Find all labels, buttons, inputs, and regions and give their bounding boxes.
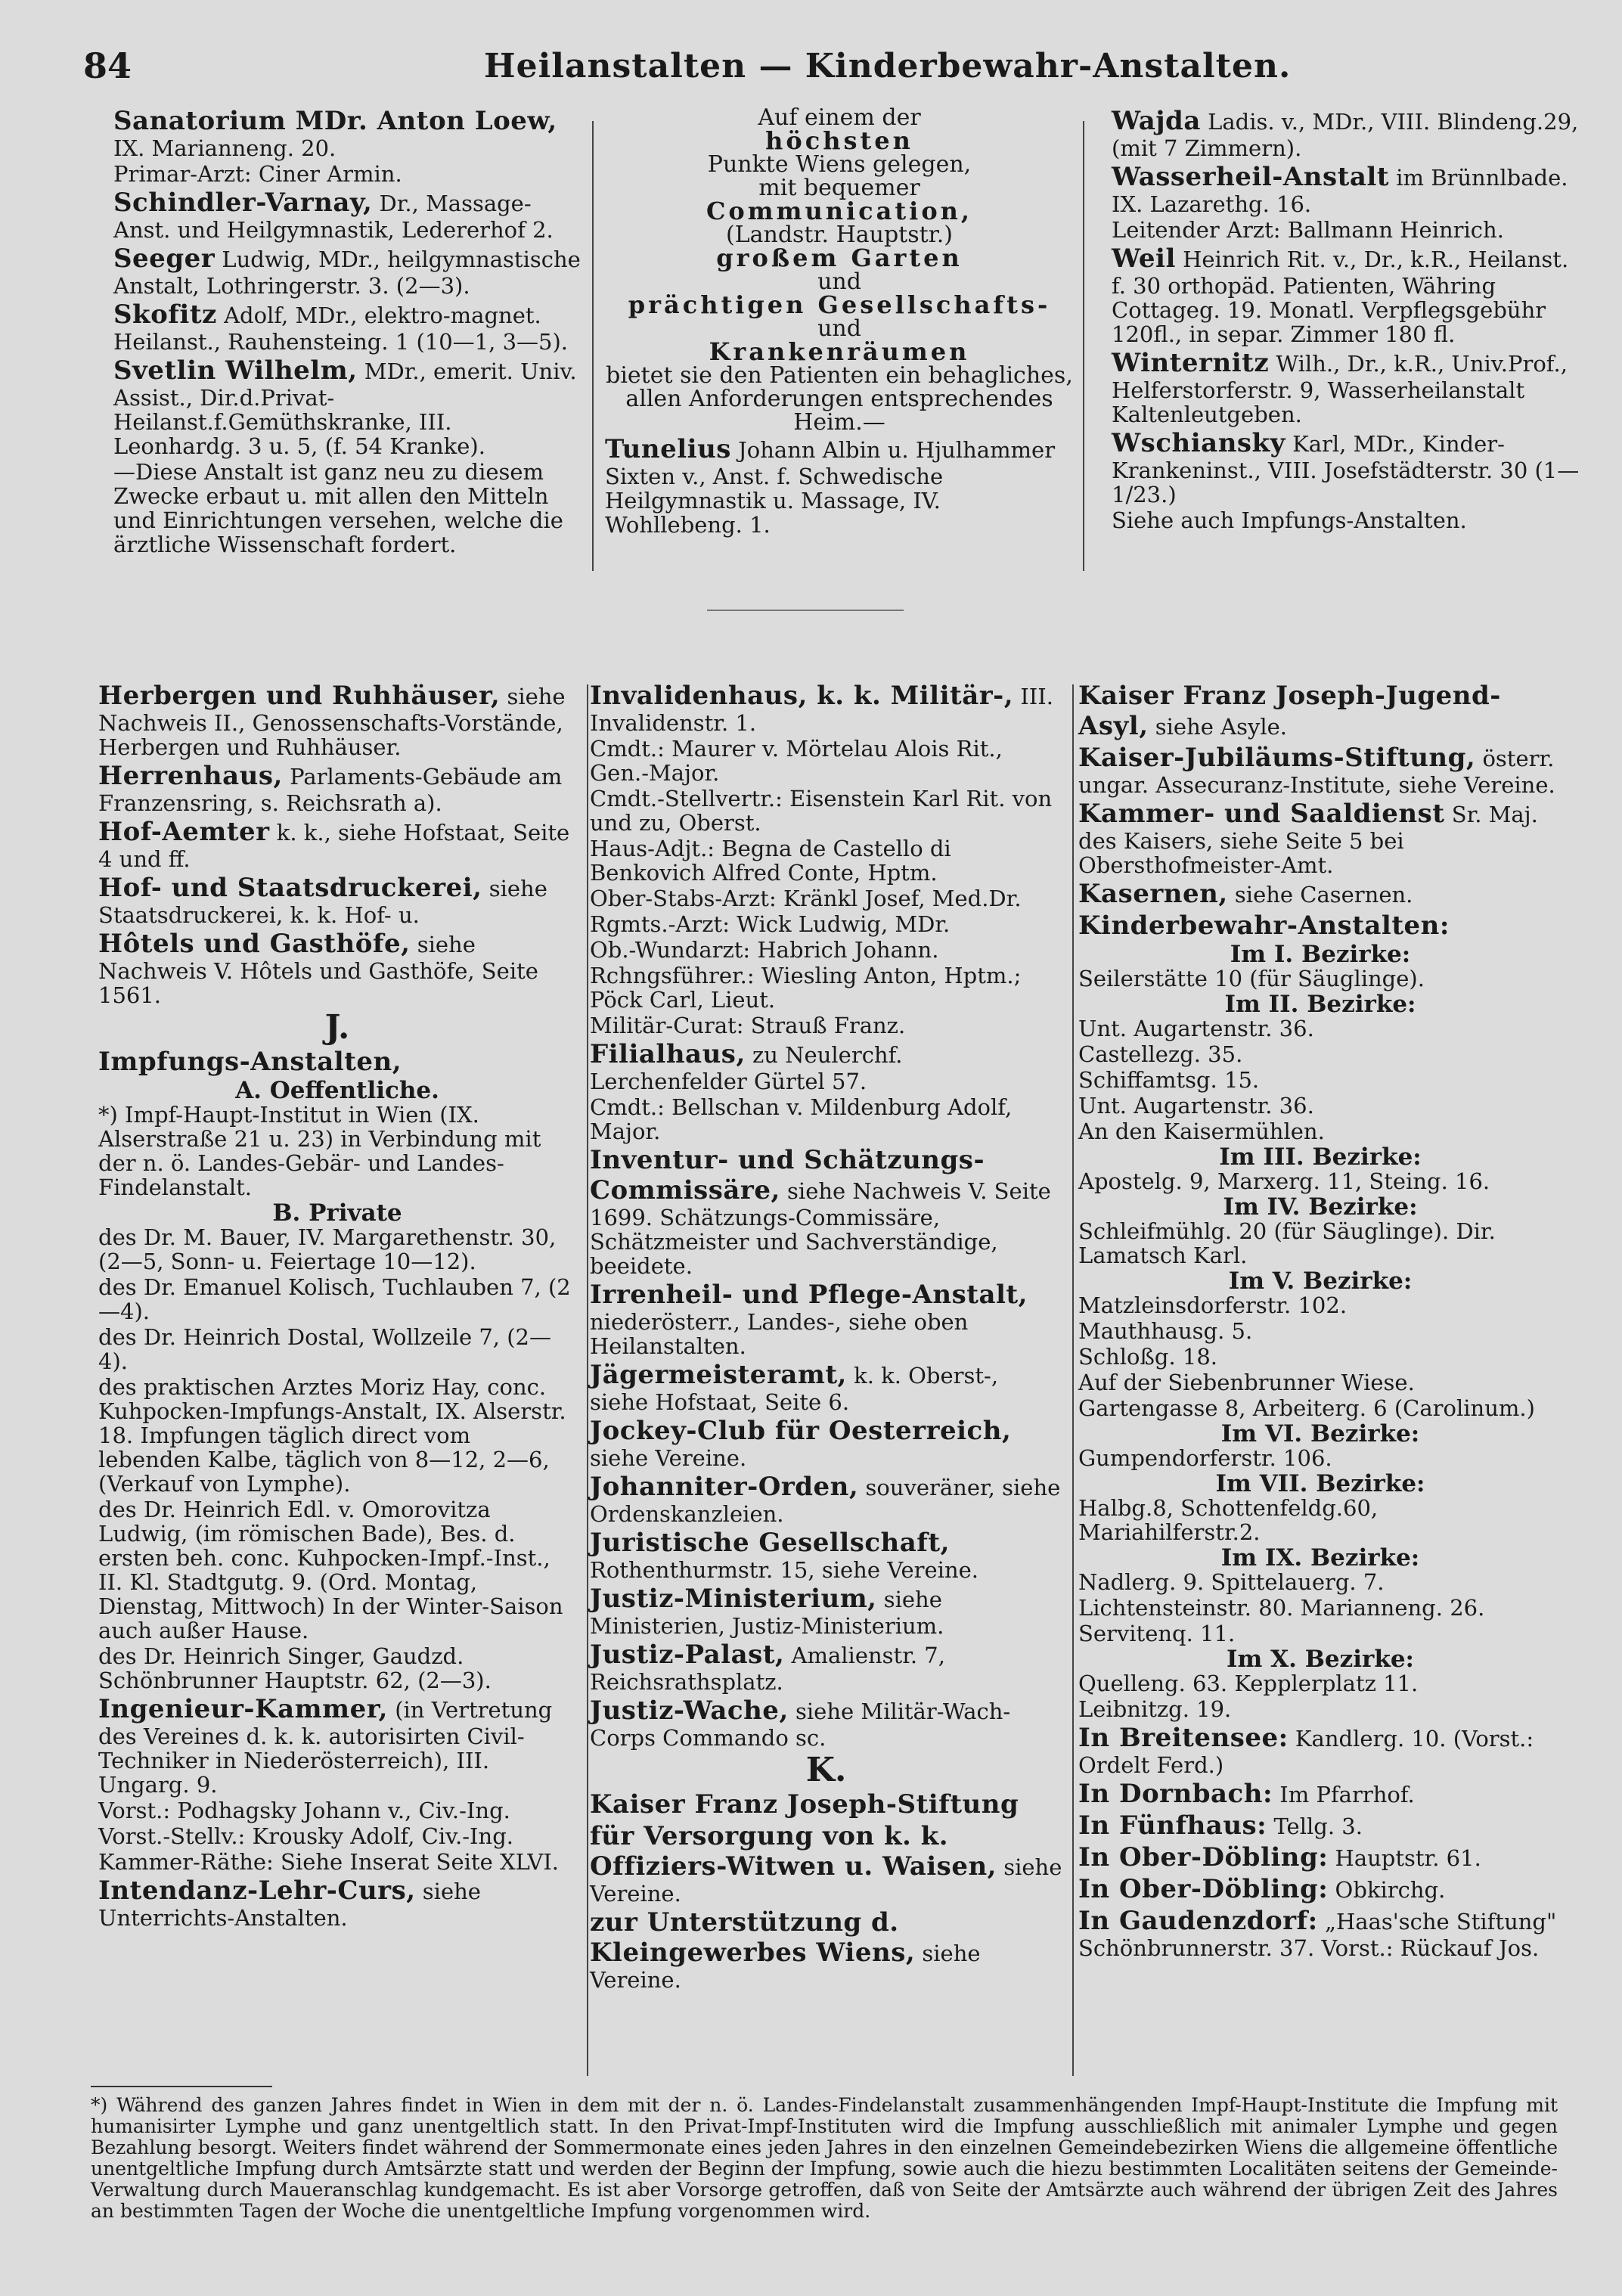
subheading: B. Private	[272, 1199, 402, 1227]
entry-text: Johann Albin u. Hjulhammer Sixten v., Anst. f. Schwedische Heilgymnastik u. Massage, IV. Wohllebeng. 1.	[605, 437, 1056, 538]
directory-entry	[1078, 1810, 1562, 1841]
entry-text: Ober-Stabs-Arzt: Kränkl Josef, Med.Dr.	[590, 886, 1022, 911]
entry-text: souveräner, siehe Ordenskanzleien.	[590, 1475, 1061, 1527]
subheading: Im VII. Bezirke:	[1215, 1470, 1425, 1497]
entry-text: Rchngsführer.: Wiesling Anton, Hptm.; Pöck Carl, Lieut.	[590, 963, 1022, 1013]
entry-text: Vorst.: Podhagsky Johann v., Civ.-Ing.	[98, 1798, 510, 1823]
directory-entry	[1078, 1723, 1562, 1777]
directory-entry	[590, 1696, 1062, 1750]
directory-entry	[1078, 1370, 1562, 1395]
entry-text: Ludwig, MDr., heilgymnastische Anstalt, Lothringerstr. 3. (2—3).	[113, 247, 581, 299]
directory-entry	[1078, 1446, 1562, 1470]
directory-entry	[1078, 1842, 1562, 1872]
entry-heading: Jägermeisteramt,	[590, 1360, 847, 1390]
directory-entry	[1078, 1042, 1562, 1066]
entry-text: „Haas'sche Stiftung" Schönbrunnerstr. 37. Vorst.: Rückauf Jos.	[1078, 1909, 1557, 1961]
advertisement-line: Krankenräumen	[709, 337, 970, 366]
entry-text: Castellezg. 35.	[1078, 1041, 1243, 1067]
entry-text: Cmdt.: Bellschan v. Mildenburg Adolf, Major.	[590, 1094, 1013, 1144]
entry-text: Haus-Adjt.: Begna de Castello di Benkovich Alfred Conte, Hptm.	[590, 836, 951, 886]
subheading: Im IX. Bezirke:	[1220, 1544, 1420, 1572]
entry-text: siehe Nachweis V. Hôtels und Gasthöfe, Seite 1561.	[98, 932, 538, 1008]
entry-text: siehe Vereine.	[590, 1445, 747, 1471]
advertisement-line: Communication,	[706, 197, 973, 225]
entry-text: Seilerstätte 10 (für Säuglinge).	[1078, 966, 1425, 991]
directory-entry	[1112, 244, 1580, 346]
entry-text: Halbg.8, Schottenfeldg.60, Mariahilferstr.2.	[1078, 1495, 1379, 1545]
directory-entry	[590, 1095, 1062, 1143]
advertisement-line: mit bequemer	[758, 175, 920, 201]
directory-entry	[113, 299, 582, 354]
entry-text: k. k. Oberst-, siehe Hofstaat, Seite 6.	[590, 1363, 999, 1415]
entry-heading: Winternitz	[1112, 348, 1270, 378]
directory-entry	[98, 1850, 576, 1874]
directory-entry	[1078, 1169, 1562, 1193]
entry-text: Heinrich Rit. v., Dr., k.R., Heilanst. f. 30 orthopäd. Patienten, Währing Cottageg. 19. Monatl. Verpflegsgebühr 120fl., in separ. Zimmer 180 fl.	[1112, 247, 1569, 347]
entry-text: Obkirchg.	[1335, 1877, 1446, 1903]
entry-text: Primar-Arzt: Ciner Armin.	[113, 161, 402, 187]
directory-entry	[590, 1039, 1062, 1094]
entry-text: des Dr. Heinrich Edl. v. Omorovitza Ludwig, (im römischen Bade), Bes. d. ersten beh. conc. Kuhpocken-Impf.-Inst., II. Kl. Stadtgutg. 9. (Ord. Montag, Dienstag, Mittwoch) In der Winter-Saison auch außer Hause.	[98, 1497, 563, 1643]
entry-heading: Justiz-Wache,	[590, 1696, 789, 1726]
entry-heading: Juristische Gesellschaft,	[590, 1528, 950, 1558]
entry-heading: Herbergen und Ruhhäuser,	[98, 681, 501, 711]
directory-entry	[98, 1824, 576, 1848]
advertisement-line: Punkte Wiens gelegen,	[707, 151, 972, 178]
directory-entry	[590, 886, 1062, 911]
directory-entry	[113, 106, 582, 160]
entry-heading: Schindler-Varnay,	[113, 188, 373, 218]
section-separator	[707, 610, 904, 611]
entry-text: Wilh., Dr., k.R., Univ.Prof., Helferstorferstr. 9, Wasserheilanstalt Kaltenleutgeben.	[1112, 351, 1568, 427]
directory-entry	[1078, 1293, 1562, 1317]
directory-entry	[590, 787, 1062, 835]
directory-entry	[98, 929, 576, 1007]
footnote: *) Während des ganzen Jahres findet in Wien in dem mit der n. ö. Landes-Findelanstalt zusammenhängenden Impf-Haupt-Institute die Impfung mit humanisirter Lymphe und ganz unentgeltlich statt. In den Privat-Impf-Instituten wird die Impfung ausschließlich mit animaler Lymphe und gegen Bezahlung besorgt. Weiters findet während der Sommermonate eines jeden Jahres in den einzelnen Gemeindebezirken Wiens die allgemeine öffentliche unentgeltliche Impfung durch Amtsärzte statt und werden der Beginn der Impfung, sowie auch die hiezu bestimmten Localitäten seitens der Gemeinde-Verwaltung durch Maueranschlag kundgemacht. Es ist aber Vorsorge getroffen, daß von Seite der Amtsärzte auch während der übrigen Zeit des Jahres an bestimmten Tagen der Woche die unentgeltliche Impfung vorgenommen wird.	[91, 2094, 1558, 2222]
entry-text: Rgmts.-Arzt: Wick Ludwig, MDr.	[590, 911, 951, 937]
entry-heading: In Ober-Döbling:	[1078, 1842, 1329, 1872]
directory-entry	[590, 1013, 1062, 1038]
entry-heading: Skofitz	[113, 299, 217, 330]
directory-entry	[590, 1145, 1062, 1278]
directory-entry	[605, 434, 1074, 537]
directory-entry	[590, 1821, 1062, 1906]
directory-entry	[590, 1789, 1062, 1820]
directory-entry	[1078, 1319, 1562, 1343]
entry-text: niederösterr., Landes-, siehe oben Heilanstalten.	[590, 1309, 969, 1359]
directory-entry	[98, 1644, 576, 1693]
entry-text: zu Neulerchf. Lerchenfelder Gürtel 57.	[590, 1042, 903, 1094]
directory-entry	[113, 355, 582, 458]
entry-text: siehe Staatsdruckerei, k. k. Hof- u.	[98, 876, 547, 928]
entry-heading: In Breitensee:	[1078, 1723, 1289, 1753]
directory-entry	[1078, 681, 1562, 741]
entry-heading: In Dornbach:	[1078, 1779, 1273, 1809]
directory-entry	[98, 1375, 576, 1496]
entry-heading: Hôtels und Gasthöfe,	[98, 929, 411, 959]
directory-entry	[1078, 1570, 1562, 1594]
entry-text: Auf der Siebenbrunner Wiese.	[1078, 1370, 1415, 1395]
subheading: Im V. Bezirke:	[1228, 1267, 1413, 1295]
directory-entry	[98, 817, 576, 871]
entry-heading: Weil	[1112, 244, 1176, 274]
advertisement-line: großem Garten	[716, 244, 963, 272]
entry-text: Nadlerg. 9. Spittelauerg. 7.	[1078, 1569, 1385, 1595]
entry-text: Ladis. v., MDr., VIII. Blindeng.29, (mit 7 Zimmern).	[1112, 109, 1579, 161]
directory-entry	[98, 1275, 576, 1323]
directory-entry	[1078, 1906, 1562, 1960]
directory-entry	[1078, 743, 1562, 797]
entry-heading: Kinderbewahr-Anstalten:	[1078, 911, 1450, 941]
entry-text: Servitenq. 11.	[1078, 1621, 1236, 1646]
directory-entry	[98, 1876, 576, 1930]
entry-text: Schloßg. 18.	[1078, 1344, 1218, 1370]
directory-entry	[590, 1907, 1062, 1992]
advertisement-line: bietet sie den Patienten ein behagliches, allen Anforderungen entsprechendes Heim.—	[606, 362, 1073, 436]
entry-text: Schiffamtsg. 15.	[1078, 1067, 1260, 1093]
entry-text: Hauptstr. 61.	[1335, 1845, 1481, 1871]
directory-entry	[1112, 508, 1580, 532]
entry-text: Gartengasse 8, Arbeiterg. 6 (Carolinum.)	[1078, 1395, 1535, 1421]
main-column-3	[1078, 681, 1562, 1962]
directory-entry	[98, 1047, 576, 1077]
entry-heading: für Versorgung von k. k. Offiziers-Witwen u. Waisen,	[590, 1821, 997, 1882]
directory-entry	[1078, 1016, 1562, 1041]
advertisement	[605, 106, 1074, 434]
entry-text: MDr., emerit. Univ. Assist., Dir.d.Privat-Heilanst.f.Gemüthskranke, III. Leonhardg. 3 u. 5, (f. 54 Kranke).	[113, 358, 577, 459]
entry-text: Unt. Augartenstr. 36.	[1078, 1016, 1314, 1041]
entry-text: Apostelg. 9, Marxerg. 11, Steing. 16.	[1078, 1168, 1490, 1194]
entry-text: Vorst.-Stellv.: Krousky Adolf, Civ.-Ing.	[98, 1823, 513, 1849]
entry-text: siehe Militär-Wach-Corps Commando sc.	[590, 1699, 1011, 1751]
directory-entry	[98, 761, 576, 815]
column-divider	[592, 121, 594, 571]
top-left-column	[113, 106, 582, 558]
entry-text: Unt. Augartenstr. 36.	[1078, 1093, 1314, 1119]
directory-entry	[590, 1640, 1062, 1694]
directory-entry	[98, 1694, 576, 1797]
directory-entry	[1078, 1068, 1562, 1092]
entry-text: siehe Vereine.	[590, 1854, 1062, 1907]
entry-text: des Dr. M. Bauer, IV. Margarethenstr. 30, (2—5, Sonn- u. Feiertage 10—12).	[98, 1224, 557, 1274]
entry-heading: Kammer- und Saaldienst	[1078, 799, 1445, 829]
entry-heading: Kasernen,	[1078, 879, 1228, 909]
entry-heading: Jockey-Club für Oesterreich,	[590, 1416, 1012, 1446]
entry-text: Schleifmühlg. 20 (für Säuglinge). Dir. Lamatsch Karl.	[1078, 1218, 1496, 1268]
column-divider	[1072, 684, 1074, 2076]
main-column-1	[98, 681, 576, 1931]
subheading: Im IV. Bezirke:	[1223, 1193, 1418, 1221]
entry-text: Karl, MDr., Kinder-Krankeninst., VIII. Josefstädterstr. 30 (1—1/23.)	[1112, 431, 1580, 507]
entry-text: Leitender Arzt: Ballmann Heinrich.	[1112, 217, 1504, 243]
entry-text: siehe Casernen.	[1234, 882, 1413, 908]
directory-entry	[1112, 428, 1580, 507]
directory-entry	[590, 1472, 1062, 1526]
page-number: 84	[83, 45, 132, 86]
entry-text: Rothenthurmstr. 15, siehe Vereine.	[590, 1557, 978, 1583]
entry-heading: Intendanz-Lehr-Curs,	[98, 1876, 416, 1906]
directory-entry	[1078, 1779, 1562, 1809]
main-column-2	[590, 681, 1062, 1993]
directory-entry	[1078, 1874, 1562, 1904]
directory-entry	[98, 1798, 576, 1823]
entry-heading: Hof-Aemter	[98, 817, 270, 847]
entry-heading: Impfungs-Anstalten,	[98, 1047, 402, 1077]
entry-heading: Wajda	[1112, 106, 1201, 136]
entry-heading: In Gaudenzdorf:	[1078, 1906, 1318, 1936]
top-middle-column	[605, 106, 1074, 538]
directory-entry	[98, 1225, 576, 1274]
entry-text: (in Vertretung des Vereines d. k. k. autorisirten Civil-Techniker in Niederösterreich), III. Ungarg. 9.	[98, 1697, 553, 1798]
entry-text: im Brünnlbade. IX. Lazarethg. 16.	[1112, 165, 1568, 217]
directory-entry	[1078, 799, 1562, 877]
entry-text: Dr., Massage-Anst. und Heilgymnastik, Ledererhof 2.	[113, 191, 554, 243]
footnote-rule	[91, 2086, 272, 2087]
directory-entry	[98, 1103, 576, 1199]
entry-heading: Ingenieur-Kammer,	[98, 1694, 388, 1724]
entry-text: Leibnitzg. 19.	[1078, 1696, 1232, 1722]
advertisement-line: (Landstr. Hauptstr.)	[726, 222, 953, 248]
entry-text: siehe Unterrichts-Anstalten.	[98, 1879, 481, 1931]
entry-text: Parlaments-Gebäude am Franzensring, s. Reichsrath a).	[98, 764, 563, 816]
directory-entry	[1078, 1697, 1562, 1721]
entry-text: Siehe auch Impfungs-Anstalten.	[1112, 507, 1467, 533]
entry-text: österr. ungar. Assecuranz-Institute, siehe Vereine.	[1078, 746, 1555, 798]
entry-text: siehe Ministerien, Justiz-Ministerium.	[590, 1587, 944, 1639]
entry-text: Ob.-Wundarzt: Habrich Johann.	[590, 937, 939, 963]
directory-entry	[113, 188, 582, 242]
entry-text: siehe Nachweis V. Seite 1699. Schätzungs-Commissäre, Schätzmeister und Sachverständige, beeidete.	[590, 1178, 1051, 1279]
entry-text: Tellg. 3.	[1273, 1814, 1363, 1839]
subheading: Im I. Bezirke:	[1230, 941, 1411, 968]
directory-entry	[590, 1528, 1062, 1582]
entry-text: An den Kaisermühlen.	[1078, 1119, 1325, 1144]
entry-text: *) Impf-Haupt-Institut in Wien (IX. Alserstraße 21 u. 23) in Verbindung mit der n. ö. Landes-Gebär- und Landes-Findelanstalt.	[98, 1102, 541, 1200]
entry-text: IX. Marianneng. 20.	[113, 135, 336, 161]
advertisement-line: Auf einem der	[758, 104, 921, 131]
directory-entry	[1078, 1496, 1562, 1544]
entry-text: des praktischen Arztes Moriz Hay, conc. Kuhpocken-Impfungs-Anstalt, IX. Alserstr. 18. Impfungen täglich direct vom lebenden Kalbe, täglich von 8—12, 2—6, (Verkauf von Lymphe).	[98, 1374, 566, 1497]
subheading: Im II. Bezirke:	[1224, 991, 1416, 1018]
directory-entry	[590, 1360, 1062, 1414]
subheading: Im X. Bezirke:	[1226, 1646, 1414, 1673]
directory-entry	[98, 681, 576, 759]
directory-entry	[1078, 879, 1562, 909]
entry-heading: Sanatorium MDr. Anton Loew,	[113, 106, 557, 136]
directory-entry	[1078, 911, 1562, 941]
advertisement-line: prächtigen Gesellschafts-	[628, 290, 1051, 319]
directory-entry	[590, 737, 1062, 785]
advertisement-line: und	[817, 315, 861, 342]
entry-text: siehe Asyle.	[1155, 714, 1287, 740]
directory-entry	[1078, 1094, 1562, 1118]
entry-text: k. k., siehe Hofstaat, Seite 4 und ff.	[98, 820, 570, 872]
subheading: Im III. Bezirke:	[1219, 1143, 1422, 1171]
entry-heading: Tunelius	[605, 434, 731, 464]
entry-heading: Kaiser Franz Joseph-Jugend-Asyl,	[1078, 681, 1501, 741]
entry-heading: Justiz-Ministerium,	[590, 1584, 877, 1614]
entry-heading: Hof- und Staatsdruckerei,	[98, 873, 482, 903]
directory-entry	[113, 244, 582, 298]
entry-text: Cmdt.: Maurer v. Mörtelau Alois Rit., Gen.-Major.	[590, 736, 1003, 786]
entry-text: Kandlerg. 10. (Vorst.: Ordelt Ferd.)	[1078, 1726, 1534, 1778]
directory-entry	[590, 938, 1062, 962]
entry-text: siehe Vereine.	[590, 1941, 981, 1993]
directory-entry	[1112, 162, 1580, 216]
entry-heading: Irrenheil- und Pflege-Anstalt,	[590, 1280, 1028, 1310]
advertisement-line: und	[817, 268, 861, 295]
entry-text: Quelleng. 63. Kepplerplatz 11.	[1078, 1671, 1419, 1696]
entry-text: Lichtensteinstr. 80. Marianneng. 26.	[1078, 1595, 1485, 1621]
top-right-column	[1112, 106, 1580, 534]
advertisement-line: höchsten	[765, 126, 913, 155]
entry-text: Cmdt.-Stellvertr.: Eisenstein Karl Rit. von und zu, Oberst.	[590, 786, 1053, 836]
entry-heading: Kaiser-Jubiläums-Stiftung,	[1078, 743, 1476, 773]
entry-heading: Svetlin Wilhelm,	[113, 355, 358, 386]
entry-text: Adolf, MDr., elektro-magnet. Heilanst., Rauhensteing. 1 (10—1, 3—5).	[113, 303, 568, 355]
subheading: A. Oeffentliche.	[235, 1077, 439, 1104]
running-head: Heilanstalten — Kinderbewahr-Anstalten.	[484, 47, 1292, 85]
directory-entry	[1078, 966, 1562, 991]
entry-heading: Kaiser Franz Joseph-Stiftung	[590, 1789, 1019, 1820]
directory-entry	[1112, 218, 1580, 242]
directory-entry	[113, 460, 582, 557]
directory-entry	[590, 1416, 1062, 1470]
entry-heading: Justiz-Palast,	[590, 1640, 785, 1670]
entry-heading: Wschiansky	[1112, 428, 1286, 458]
entry-heading: Herrenhaus,	[98, 761, 283, 791]
column-divider	[1083, 121, 1084, 571]
entry-heading: In Ober-Döbling:	[1078, 1874, 1329, 1904]
directory-entry	[1078, 1345, 1562, 1369]
entry-text: Kammer-Räthe: Siehe Inserat Seite XLVI.	[98, 1849, 560, 1875]
entry-text: III. Invalidenstr. 1.	[590, 684, 1053, 736]
section-letter: K.	[805, 1751, 847, 1789]
directory-entry	[590, 1280, 1062, 1358]
directory-entry	[113, 162, 582, 186]
entry-text: Matzleinsdorferstr. 102.	[1078, 1292, 1348, 1318]
entry-heading: In Fünfhaus:	[1078, 1810, 1267, 1841]
directory-entry	[590, 836, 1062, 885]
entry-heading: Johanniter-Orden,	[590, 1472, 859, 1502]
entry-text: Amalienstr. 7, Reichsrathsplatz.	[590, 1643, 945, 1695]
directory-entry	[590, 963, 1062, 1012]
directory-entry	[590, 681, 1062, 735]
directory-entry	[1078, 1596, 1562, 1620]
entry-text: des Dr. Heinrich Singer, Gaudzd. Schönbrunner Hauptstr. 62, (2—3).	[98, 1643, 492, 1693]
entry-heading: zur Unterstützung d. Kleingewerbes Wiens,	[590, 1907, 916, 1968]
directory-entry	[1078, 1621, 1562, 1646]
entry-text: des Dr. Emanuel Kolisch, Tuchlauben 7, (2—4).	[98, 1274, 571, 1324]
directory-entry	[1112, 106, 1580, 160]
directory-entry	[590, 1584, 1062, 1638]
entry-heading: Inventur- und Schätzungs-Commissäre,	[590, 1145, 985, 1205]
directory-entry	[1078, 1671, 1562, 1696]
directory-entry	[590, 912, 1062, 936]
directory-entry	[1078, 1119, 1562, 1143]
directory-entry	[98, 1325, 576, 1373]
entry-heading: Invalidenhaus, k. k. Militär-,	[590, 681, 1014, 711]
entry-text: Mauthhausg. 5.	[1078, 1318, 1253, 1344]
directory-entry	[98, 873, 576, 927]
entry-text: siehe Nachweis II., Genossenschafts-Vorstände, Herbergen und Ruhhäuser.	[98, 684, 566, 760]
directory-entry	[1078, 1396, 1562, 1420]
entry-text: Sr. Maj. des Kaisers, siehe Seite 5 bei Obersthofmeister-Amt.	[1078, 802, 1538, 878]
directory-entry	[1112, 348, 1580, 427]
entry-text: Militär-Curat: Strauß Franz.	[590, 1013, 906, 1038]
entry-heading: Wasserheil-Anstalt	[1112, 162, 1389, 192]
entry-heading: Seeger	[113, 244, 216, 274]
entry-text: —Diese Anstalt ist ganz neu zu diesem Zwecke erbaut u. mit allen den Mitteln und Einrichtungen versehen, welche die ärztliche Wissenschaft fordert.	[113, 459, 563, 557]
entry-text: Im Pfarrhof.	[1279, 1782, 1415, 1807]
entry-text: Gumpendorferstr. 106.	[1078, 1445, 1332, 1471]
entry-heading: Filialhaus,	[590, 1039, 746, 1069]
subheading: Im VI. Bezirke:	[1220, 1420, 1420, 1447]
directory-entry	[98, 1497, 576, 1643]
directory-entry	[1078, 1219, 1562, 1267]
column-divider	[587, 684, 588, 2076]
entry-text: des Dr. Heinrich Dostal, Wollzeile 7, (2—4).	[98, 1324, 551, 1374]
section-letter: J.	[324, 1008, 350, 1047]
